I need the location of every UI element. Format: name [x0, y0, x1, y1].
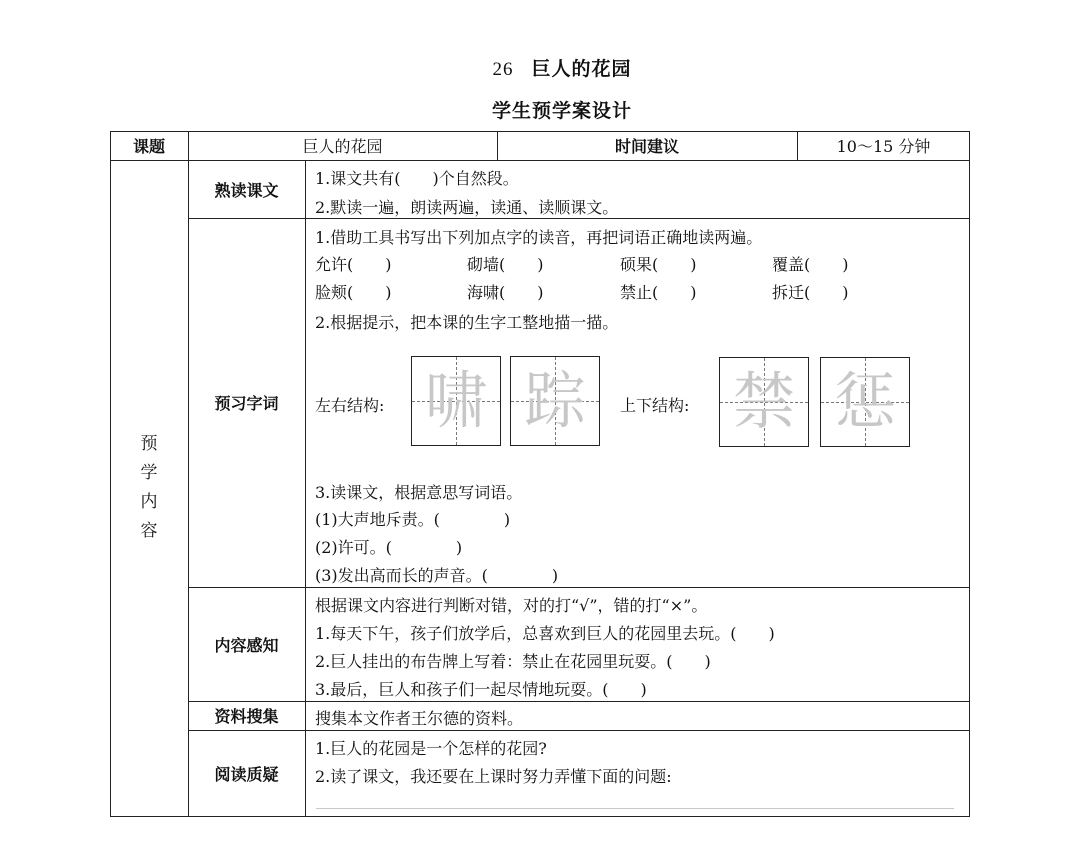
- vocab-q3-item: (2)许可。( ): [315, 538, 463, 557]
- topic-value: 巨人的花园: [302, 137, 383, 156]
- word-item: 拆迁( ): [772, 283, 849, 302]
- questions-label: 阅读质疑: [214, 765, 279, 784]
- vocab-q3: 3.读课文，根据意思写词语。: [315, 483, 523, 502]
- research-label: 资料搜集: [214, 707, 279, 726]
- tracing-char: 啸: [424, 364, 487, 437]
- comprehension-line: 根据课文内容进行判断对错，对的打“√”，错的打“×”。: [315, 596, 708, 615]
- questions-line: 2.读了课文，我还要在上课时努力弄懂下面的问题:: [315, 767, 672, 786]
- lesson-name: 巨人的花园: [531, 58, 632, 80]
- lesson-number: 26: [492, 59, 514, 80]
- grid-line: [305, 160, 306, 817]
- tracing-char: 禁: [732, 365, 795, 438]
- word-item: 禁止( ): [620, 283, 697, 302]
- page-subtitle: 学生预学案设计: [491, 100, 632, 122]
- topic-label: 课题: [132, 137, 165, 156]
- reading-line-2: 2.默读一遍，朗读两遍，读通、读顺课文。: [315, 198, 619, 217]
- vocab-q2: 2.根据提示，把本课的生字工整地描一描。: [315, 313, 619, 332]
- word-item: 海啸( ): [467, 283, 544, 302]
- word-item: 覆盖( ): [772, 255, 849, 274]
- vocab-label: 预习字词: [214, 394, 279, 413]
- questions-line: 1.巨人的花园是一个怎样的花园?: [315, 739, 547, 758]
- word-item: 允许( ): [315, 255, 392, 274]
- comprehension-line: 1.每天下午，孩子们放学后，总喜欢到巨人的花园里去玩。( ): [315, 624, 775, 643]
- tracing-char: 踪: [523, 364, 586, 437]
- tracing-box[interactable]: [411, 356, 501, 446]
- comprehension-line: 3.最后，巨人和孩子们一起尽情地玩耍。( ): [315, 680, 647, 699]
- word-item: 硕果( ): [620, 255, 697, 274]
- tracing-box[interactable]: [719, 357, 809, 447]
- top-bottom-label: 上下结构:: [620, 396, 690, 415]
- vocab-q3-item: (1)大声地斥责。( ): [315, 510, 511, 529]
- reading-line-1: 1.课文共有( )个自然段。: [315, 169, 519, 188]
- comprehension-label: 内容感知: [214, 635, 279, 655]
- tracing-box[interactable]: [820, 357, 910, 447]
- comprehension-line: 2.巨人挂出的布告牌上写着：禁止在花园里玩耍。( ): [315, 652, 711, 671]
- time-value: 10～15 分钟: [836, 137, 931, 156]
- word-item: 砌墙( ): [467, 255, 544, 274]
- time-label: 时间建议: [614, 137, 679, 156]
- word-item: 脸颊( ): [315, 283, 392, 302]
- tracing-char: 惩: [833, 365, 896, 438]
- section-label: 预 学 内 容: [140, 434, 158, 541]
- reading-label: 熟读课文: [214, 180, 279, 200]
- research-text: 搜集本文作者王尔德的资料。: [315, 709, 524, 728]
- vocab-q1: 1.借助工具书写出下列加点字的读音，再把词语正确地读两遍。: [315, 228, 763, 247]
- lesson-title: [0, 54, 1080, 81]
- left-right-label: 左右结构:: [315, 396, 385, 415]
- vocab-q3-item: (3)发出高而长的声音。( ): [315, 566, 559, 585]
- tracing-box[interactable]: [510, 356, 600, 446]
- answer-line[interactable]: [316, 808, 954, 809]
